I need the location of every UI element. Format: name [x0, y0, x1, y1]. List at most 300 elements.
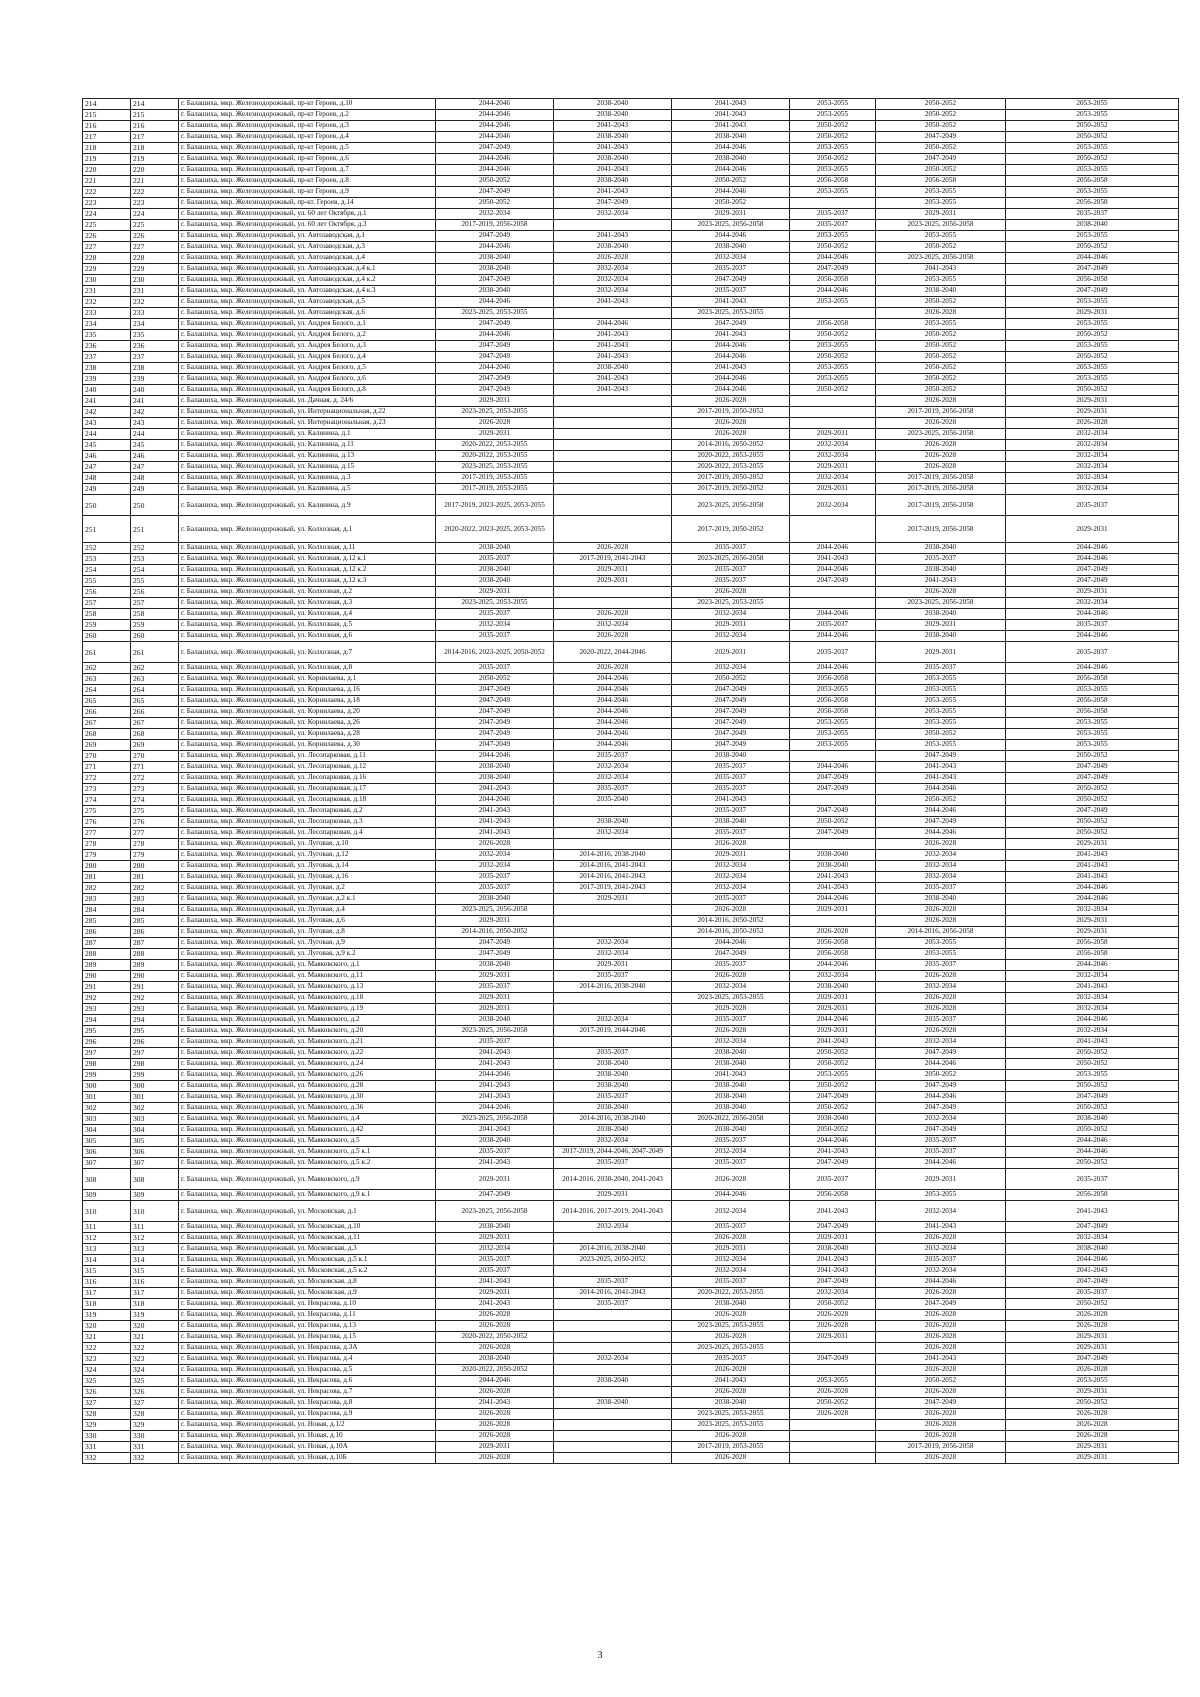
period-col-5-cell: 2026-2028 — [876, 839, 1006, 850]
table-row — [83, 1026, 1179, 1037]
period-col-6-cell: 2041-2043 — [1006, 872, 1179, 883]
period-col-3-cell: 2038-2040 — [672, 1299, 790, 1310]
table-row — [83, 473, 1179, 484]
period-col-3-cell: 2041-2043 — [672, 1070, 790, 1081]
period-col-2-cell: 2032-2034 — [554, 1354, 672, 1365]
object-number-cell: 330 — [131, 1431, 179, 1442]
period-col-2-cell — [554, 484, 672, 495]
period-col-2-cell — [554, 916, 672, 927]
period-col-3-cell: 2041-2043 — [672, 363, 790, 374]
address-cell: г. Балашиха, мкр. Железнодорожный, ул. Андрея Белого, д.2 — [179, 330, 436, 341]
period-col-1-cell: 2020-2022, 2050-2052 — [436, 1332, 554, 1343]
period-col-2-cell — [554, 1387, 672, 1398]
row-number-cell: 289 — [83, 960, 131, 971]
period-col-5-cell: 2032-2034 — [876, 850, 1006, 861]
object-number-cell: 224 — [131, 209, 179, 220]
address-cell: г. Балашиха, мкр. Железнодорожный, ул. Некрасова, д.7 — [179, 1387, 436, 1398]
period-col-6-cell: 2032-2034 — [1006, 1026, 1179, 1037]
period-col-1-cell: 2050-2052 — [436, 198, 554, 209]
table-row — [83, 484, 1179, 495]
address-cell: г. Балашиха, мкр. Железнодорожный, ул. Луговая, д.9 к.2 — [179, 949, 436, 960]
period-col-5-cell: 2026-2028 — [876, 462, 1006, 473]
object-number-cell: 303 — [131, 1114, 179, 1125]
period-col-5-cell: 2026-2028 — [876, 587, 1006, 598]
object-number-cell: 261 — [131, 642, 179, 663]
table-row — [83, 231, 1179, 242]
address-cell: г. Балашиха, мкр. Железнодорожный, ул. Колхозная, д.8 — [179, 663, 436, 674]
period-col-3-cell: 2026-2028 — [672, 396, 790, 407]
row-number-cell: 316 — [83, 1277, 131, 1288]
table-row — [83, 1201, 1179, 1222]
period-col-1-cell: 2047-2049 — [436, 341, 554, 352]
row-number-cell: 217 — [83, 132, 131, 143]
period-col-3-cell: 2023-2025, 2053-2055 — [672, 1420, 790, 1431]
period-col-6-cell: 2035-2037 — [1006, 495, 1179, 516]
period-col-6-cell: 2056-2058 — [1006, 198, 1179, 209]
period-col-3-cell: 2035-2037 — [672, 1136, 790, 1147]
period-col-4-cell: 2053-2055 — [790, 740, 876, 751]
address-cell: г. Балашиха, мкр. Железнодорожный, ул. Маяковского, д.18 — [179, 993, 436, 1004]
period-col-2-cell — [554, 598, 672, 609]
period-col-2-cell: 2029-2031 — [554, 576, 672, 587]
address-cell: г. Балашиха, мкр. Железнодорожный, ул. Андрея Белого, д.1 — [179, 319, 436, 330]
table-row — [83, 1409, 1179, 1420]
address-cell: г. Балашиха, мкр. Железнодорожный, ул. Московская, д.8 — [179, 1277, 436, 1288]
object-number-cell: 223 — [131, 198, 179, 209]
period-col-4-cell — [790, 587, 876, 598]
object-number-cell: 247 — [131, 462, 179, 473]
table-row — [83, 396, 1179, 407]
period-col-2-cell — [554, 407, 672, 418]
period-col-2-cell: 2029-2031 — [554, 960, 672, 971]
object-number-cell: 313 — [131, 1244, 179, 1255]
period-col-2-cell — [554, 806, 672, 817]
period-col-3-cell: 2038-2040 — [672, 132, 790, 143]
period-col-2-cell: 2038-2040 — [554, 1398, 672, 1409]
address-cell: г. Балашиха, мкр. Железнодорожный, пр-кт Героев, д.4 — [179, 132, 436, 143]
period-col-1-cell: 2038-2040 — [436, 960, 554, 971]
period-col-4-cell — [790, 916, 876, 927]
period-col-4-cell: 2029-2031 — [790, 1332, 876, 1343]
period-col-2-cell: 2044-2046 — [554, 740, 672, 751]
period-col-3-cell: 2026-2028 — [672, 1332, 790, 1343]
period-col-1-cell: 2041-2043 — [436, 1158, 554, 1169]
period-col-3-cell: 2035-2037 — [672, 1222, 790, 1233]
period-col-3-cell: 2032-2034 — [672, 1201, 790, 1222]
period-col-3-cell: 2038-2040 — [672, 817, 790, 828]
address-cell: г. Балашиха, мкр. Железнодорожный, ул. Корнилаева, д.20 — [179, 707, 436, 718]
period-col-6-cell: 2050-2052 — [1006, 1398, 1179, 1409]
period-col-4-cell: 2041-2043 — [790, 1201, 876, 1222]
period-col-4-cell: 2053-2055 — [790, 374, 876, 385]
object-number-cell: 216 — [131, 121, 179, 132]
period-col-4-cell: 2050-2052 — [790, 385, 876, 396]
period-col-1-cell: 2035-2037 — [436, 1255, 554, 1266]
period-col-4-cell: 2047-2049 — [790, 1158, 876, 1169]
object-number-cell: 240 — [131, 385, 179, 396]
address-cell: г. Балашиха, мкр. Железнодорожный, ул. Калинина, д.13 — [179, 451, 436, 462]
table-row — [83, 982, 1179, 993]
period-col-5-cell: 2047-2049 — [876, 1299, 1006, 1310]
period-col-3-cell: 2017-2019, 2050-2052 — [672, 516, 790, 543]
period-col-3-cell: 2041-2043 — [672, 297, 790, 308]
period-col-4-cell: 2026-2028 — [790, 1387, 876, 1398]
period-col-5-cell: 2023-2025, 2056-2058 — [876, 598, 1006, 609]
period-col-4-cell: 2032-2034 — [790, 495, 876, 516]
period-col-6-cell: 2029-2031 — [1006, 587, 1179, 598]
object-number-cell: 314 — [131, 1255, 179, 1266]
row-number-cell: 260 — [83, 631, 131, 642]
row-number-cell: 259 — [83, 620, 131, 631]
row-number-cell: 294 — [83, 1015, 131, 1026]
period-col-6-cell: 2047-2049 — [1006, 565, 1179, 576]
address-cell: г. Балашиха, мкр. Железнодорожный, ул. Автозаводская, д.4 к.2 — [179, 275, 436, 286]
period-col-2-cell — [554, 418, 672, 429]
row-number-cell: 239 — [83, 374, 131, 385]
address-cell: г. Балашиха, мкр. Железнодорожный, ул. Маяковского, д.9 к.1 — [179, 1190, 436, 1201]
period-col-6-cell: 2053-2055 — [1006, 718, 1179, 729]
period-col-3-cell: 2023-2025, 2053-2055 — [672, 308, 790, 319]
address-cell: г. Балашиха, мкр. Железнодорожный, ул. Московская, д.9 — [179, 1288, 436, 1299]
row-number-cell: 321 — [83, 1332, 131, 1343]
period-col-5-cell: 2017-2019, 2056-2058 — [876, 407, 1006, 418]
object-number-cell: 310 — [131, 1201, 179, 1222]
address-cell: г. Балашиха, мкр. Железнодорожный, ул. Маяковского, д.22 — [179, 1048, 436, 1059]
address-cell: г. Балашиха, мкр. Железнодорожный, ул. Московская, д.1 — [179, 1201, 436, 1222]
period-col-2-cell: 2014-2016, 2038-2040 — [554, 1114, 672, 1125]
row-number-cell: 221 — [83, 176, 131, 187]
period-col-3-cell: 2029-2031 — [672, 209, 790, 220]
period-col-2-cell — [554, 220, 672, 231]
row-number-cell: 251 — [83, 516, 131, 543]
period-col-5-cell: 2047-2049 — [876, 817, 1006, 828]
period-col-5-cell: 2044-2046 — [876, 1277, 1006, 1288]
period-col-1-cell: 2038-2040 — [436, 286, 554, 297]
object-number-cell: 289 — [131, 960, 179, 971]
period-col-1-cell: 2026-2028 — [436, 1387, 554, 1398]
period-col-5-cell: 2047-2049 — [876, 751, 1006, 762]
table-row — [83, 806, 1179, 817]
period-col-4-cell: 2044-2046 — [790, 631, 876, 642]
row-number-cell: 276 — [83, 817, 131, 828]
period-col-4-cell — [790, 795, 876, 806]
period-col-4-cell — [790, 598, 876, 609]
row-number-cell: 278 — [83, 839, 131, 850]
period-col-4-cell: 2038-2040 — [790, 850, 876, 861]
period-col-6-cell: 2038-2040 — [1006, 1114, 1179, 1125]
table-row — [83, 1158, 1179, 1169]
object-number-cell: 321 — [131, 1332, 179, 1343]
period-col-3-cell: 2035-2037 — [672, 773, 790, 784]
period-col-2-cell: 2038-2040 — [554, 817, 672, 828]
period-col-5-cell: 2026-2028 — [876, 1332, 1006, 1343]
object-number-cell: 227 — [131, 242, 179, 253]
period-col-2-cell: 2041-2043 — [554, 121, 672, 132]
period-col-2-cell: 2041-2043 — [554, 385, 672, 396]
table-row — [83, 598, 1179, 609]
period-col-2-cell: 2017-2019, 2044-2046 — [554, 1026, 672, 1037]
period-col-5-cell: 2026-2028 — [876, 1365, 1006, 1376]
period-col-5-cell: 2029-2031 — [876, 1169, 1006, 1190]
period-col-4-cell: 2044-2046 — [790, 565, 876, 576]
period-col-1-cell: 2023-2025, 2053-2055 — [436, 407, 554, 418]
period-col-2-cell: 2041-2043 — [554, 341, 672, 352]
period-col-1-cell: 2035-2037 — [436, 631, 554, 642]
period-col-4-cell: 2044-2046 — [790, 286, 876, 297]
period-col-3-cell: 2035-2037 — [672, 264, 790, 275]
period-col-2-cell — [554, 905, 672, 916]
table-row — [83, 187, 1179, 198]
table-row — [83, 883, 1179, 894]
address-cell: г. Балашиха, мкр. Железнодорожный, ул. Маяковского, д.30 — [179, 1092, 436, 1103]
row-number-cell: 244 — [83, 429, 131, 440]
period-col-3-cell: 2047-2049 — [672, 707, 790, 718]
period-col-5-cell: 2041-2043 — [876, 264, 1006, 275]
period-col-5-cell: 2053-2055 — [876, 740, 1006, 751]
period-col-1-cell: 2035-2037 — [436, 883, 554, 894]
address-cell: г. Балашиха, мкр. Железнодорожный, ул. Калинина, д.11 — [179, 440, 436, 451]
period-col-1-cell: 2020-2022, 2053-2055 — [436, 451, 554, 462]
table-row — [83, 861, 1179, 872]
table-row — [83, 209, 1179, 220]
period-col-3-cell: 2035-2037 — [672, 1354, 790, 1365]
row-number-cell: 261 — [83, 642, 131, 663]
period-col-6-cell: 2026-2028 — [1006, 1409, 1179, 1420]
period-col-4-cell: 2044-2046 — [790, 253, 876, 264]
period-col-5-cell: 2056-2058 — [876, 176, 1006, 187]
object-number-cell: 219 — [131, 154, 179, 165]
address-cell: г. Балашиха, мкр. Железнодорожный, ул. Автозаводская, д.3 — [179, 242, 436, 253]
period-col-6-cell: 2050-2052 — [1006, 330, 1179, 341]
row-number-cell: 243 — [83, 418, 131, 429]
object-number-cell: 248 — [131, 473, 179, 484]
row-number-cell: 280 — [83, 861, 131, 872]
address-cell: г. Балашиха, мкр. Железнодорожный, ул. Московская, д.5 к.2 — [179, 1266, 436, 1277]
period-col-4-cell — [790, 1420, 876, 1431]
period-col-3-cell: 2044-2046 — [672, 1190, 790, 1201]
address-cell: г. Балашиха, мкр. Железнодорожный, ул. Московская, д.5 к.1 — [179, 1255, 436, 1266]
address-cell: г. Балашиха, мкр. Железнодорожный, ул. Автозаводская, д.4 к.1 — [179, 264, 436, 275]
period-col-5-cell: 2053-2055 — [876, 275, 1006, 286]
row-number-cell: 287 — [83, 938, 131, 949]
period-col-5-cell: 2035-2037 — [876, 1136, 1006, 1147]
period-col-4-cell — [790, 839, 876, 850]
row-number-cell: 285 — [83, 916, 131, 927]
row-number-cell: 327 — [83, 1398, 131, 1409]
row-number-cell: 307 — [83, 1158, 131, 1169]
period-col-2-cell: 2026-2028 — [554, 631, 672, 642]
row-number-cell: 292 — [83, 993, 131, 1004]
period-col-1-cell: 2047-2049 — [436, 718, 554, 729]
schedule-table — [82, 98, 1179, 1464]
object-number-cell: 215 — [131, 110, 179, 121]
period-col-3-cell: 2026-2028 — [672, 1310, 790, 1321]
address-cell: г. Балашиха, мкр. Железнодорожный, ул. Маяковского, д.13 — [179, 982, 436, 993]
address-cell: г. Балашиха, мкр. Железнодорожный, ул. Автозаводская, д.4 — [179, 253, 436, 264]
row-number-cell: 275 — [83, 806, 131, 817]
table-row — [83, 927, 1179, 938]
period-col-3-cell: 2014-2016, 2050-2052 — [672, 927, 790, 938]
period-col-6-cell: 2035-2037 — [1006, 209, 1179, 220]
period-col-5-cell: 2026-2028 — [876, 1431, 1006, 1442]
period-col-1-cell: 2047-2049 — [436, 374, 554, 385]
object-number-cell: 322 — [131, 1343, 179, 1354]
period-col-1-cell: 2044-2046 — [436, 242, 554, 253]
object-number-cell: 325 — [131, 1376, 179, 1387]
row-number-cell: 272 — [83, 773, 131, 784]
address-cell: г. Балашиха, мкр. Железнодорожный, ул. Колхозная, д.12 к.3 — [179, 576, 436, 587]
period-col-5-cell: 2047-2049 — [876, 1398, 1006, 1409]
period-col-3-cell: 2023-2025, 2056-2058 — [672, 495, 790, 516]
period-col-5-cell: 2053-2055 — [876, 1190, 1006, 1201]
period-col-6-cell: 2032-2034 — [1006, 462, 1179, 473]
period-col-2-cell — [554, 429, 672, 440]
period-col-3-cell: 2032-2034 — [672, 883, 790, 894]
period-col-2-cell: 2032-2034 — [554, 1222, 672, 1233]
period-col-4-cell: 2032-2034 — [790, 1288, 876, 1299]
period-col-3-cell: 2023-2025, 2053-2055 — [672, 993, 790, 1004]
period-col-3-cell: 2026-2028 — [672, 1026, 790, 1037]
period-col-3-cell: 2017-2019, 2050-2052 — [672, 407, 790, 418]
period-col-5-cell: 2023-2025, 2056-2058 — [876, 429, 1006, 440]
period-col-1-cell: 2050-2052 — [436, 674, 554, 685]
period-col-4-cell: 2050-2052 — [790, 242, 876, 253]
period-col-1-cell: 2047-2049 — [436, 949, 554, 960]
period-col-1-cell: 2041-2043 — [436, 1092, 554, 1103]
row-number-cell: 263 — [83, 674, 131, 685]
period-col-3-cell: 2041-2043 — [672, 330, 790, 341]
table-row — [83, 297, 1179, 308]
period-col-4-cell: 2029-2031 — [790, 429, 876, 440]
period-col-2-cell — [554, 440, 672, 451]
period-col-3-cell: 2044-2046 — [672, 341, 790, 352]
period-col-5-cell: 2041-2043 — [876, 1354, 1006, 1365]
period-col-4-cell: 2053-2055 — [790, 187, 876, 198]
period-col-3-cell: 2035-2037 — [672, 784, 790, 795]
row-number-cell: 313 — [83, 1244, 131, 1255]
object-number-cell: 262 — [131, 663, 179, 674]
period-col-1-cell: 2041-2043 — [436, 1125, 554, 1136]
address-cell: г. Балашиха, мкр. Железнодорожный, ул. Колхозная, д.4 — [179, 609, 436, 620]
period-col-5-cell: 2041-2043 — [876, 1222, 1006, 1233]
row-number-cell: 222 — [83, 187, 131, 198]
period-col-4-cell: 2026-2028 — [790, 1321, 876, 1332]
object-number-cell: 268 — [131, 729, 179, 740]
object-number-cell: 298 — [131, 1059, 179, 1070]
row-number-cell: 264 — [83, 685, 131, 696]
period-col-2-cell: 2038-2040 — [554, 176, 672, 187]
table-row — [83, 352, 1179, 363]
object-number-cell: 237 — [131, 352, 179, 363]
period-col-3-cell: 2023-2025, 2053-2055 — [672, 1409, 790, 1420]
period-col-1-cell: 2038-2040 — [436, 762, 554, 773]
period-col-3-cell: 2038-2040 — [672, 242, 790, 253]
period-col-5-cell: 2032-2034 — [876, 1201, 1006, 1222]
period-col-3-cell: 2026-2028 — [672, 429, 790, 440]
object-number-cell: 324 — [131, 1365, 179, 1376]
period-col-6-cell: 2041-2043 — [1006, 1201, 1179, 1222]
period-col-6-cell: 2050-2052 — [1006, 1299, 1179, 1310]
period-col-4-cell: 2029-2031 — [790, 905, 876, 916]
object-number-cell: 286 — [131, 927, 179, 938]
address-cell: г. Балашиха, мкр. Железнодорожный, ул. Новая, д.1/2 — [179, 1420, 436, 1431]
period-col-6-cell: 2047-2049 — [1006, 773, 1179, 784]
period-col-2-cell — [554, 1343, 672, 1354]
period-col-3-cell: 2029-2028 — [672, 1004, 790, 1015]
period-col-5-cell: 2026-2028 — [876, 1288, 1006, 1299]
period-col-6-cell: 2032-2034 — [1006, 1233, 1179, 1244]
address-cell: г. Балашиха, мкр. Железнодорожный, ул. Лесопарковая, д.2 — [179, 806, 436, 817]
row-number-cell: 305 — [83, 1136, 131, 1147]
address-cell: г. Балашиха, мкр. Железнодорожный, ул. Маяковского, д.5 к.1 — [179, 1147, 436, 1158]
period-col-2-cell — [554, 1037, 672, 1048]
period-col-6-cell: 2053-2055 — [1006, 143, 1179, 154]
period-col-2-cell: 2032-2034 — [554, 828, 672, 839]
address-cell: г. Балашиха, мкр. Железнодорожный, ул. Московская, д.10 — [179, 1222, 436, 1233]
table-row — [83, 905, 1179, 916]
object-number-cell: 244 — [131, 429, 179, 440]
row-number-cell: 277 — [83, 828, 131, 839]
row-number-cell: 234 — [83, 319, 131, 330]
period-col-2-cell: 2038-2040 — [554, 1125, 672, 1136]
address-cell: г. Балашиха, мкр. Железнодорожный, ул. Маяковского, д.26 — [179, 1070, 436, 1081]
period-col-6-cell: 2044-2046 — [1006, 1015, 1179, 1026]
address-cell: г. Балашиха, мкр. Железнодорожный, ул. Андрея Белого, д.6 — [179, 374, 436, 385]
table-row — [83, 1190, 1179, 1201]
address-cell: г. Балашиха, мкр. Железнодорожный, ул. Луговая, д.14 — [179, 861, 436, 872]
object-number-cell: 282 — [131, 883, 179, 894]
period-col-4-cell: 2056-2058 — [790, 707, 876, 718]
period-col-5-cell: 2053-2055 — [876, 949, 1006, 960]
period-col-4-cell — [790, 516, 876, 543]
period-col-2-cell: 2017-2019, 2044-2046, 2047-2049 — [554, 1147, 672, 1158]
period-col-3-cell: 2032-2034 — [672, 1037, 790, 1048]
address-cell: г. Балашиха, мкр. Железнодорожный, ул. Маяковского, д.2 — [179, 1015, 436, 1026]
period-col-5-cell: 2050-2052 — [876, 297, 1006, 308]
object-number-cell: 307 — [131, 1158, 179, 1169]
period-col-1-cell: 2029-2031 — [436, 1442, 554, 1453]
period-col-4-cell: 2041-2043 — [790, 1266, 876, 1277]
period-col-2-cell: 2041-2043 — [554, 330, 672, 341]
period-col-1-cell: 2035-2037 — [436, 872, 554, 883]
period-col-2-cell: 2035-2037 — [554, 751, 672, 762]
period-col-3-cell: 2017-2019, 2050-2052 — [672, 473, 790, 484]
period-col-6-cell: 2035-2037 — [1006, 1169, 1179, 1190]
period-col-6-cell: 2026-2028 — [1006, 1431, 1179, 1442]
address-cell: г. Балашиха, мкр. Железнодорожный, ул. Новая, д.10Б — [179, 1453, 436, 1464]
period-col-3-cell: 2047-2049 — [672, 740, 790, 751]
address-cell: г. Балашиха, мкр. Железнодорожный, ул. Маяковского, д.1 — [179, 960, 436, 971]
table-row — [83, 1059, 1179, 1070]
period-col-6-cell: 2047-2049 — [1006, 1277, 1179, 1288]
row-number-cell: 214 — [83, 99, 131, 110]
table-row — [83, 275, 1179, 286]
address-cell: г. Балашиха, мкр. Железнодорожный, ул. 60 лет Октября, д.3 — [179, 220, 436, 231]
period-col-2-cell — [554, 451, 672, 462]
address-cell: г. Балашиха, мкр. Железнодорожный, ул. Маяковского, д.5 к.2 — [179, 1158, 436, 1169]
period-col-1-cell: 2047-2049 — [436, 187, 554, 198]
period-col-5-cell: 2050-2052 — [876, 121, 1006, 132]
period-col-6-cell: 2044-2046 — [1006, 883, 1179, 894]
period-col-5-cell: 2026-2028 — [876, 1321, 1006, 1332]
period-col-3-cell: 2020-2022, 2053-2055 — [672, 1288, 790, 1299]
period-col-2-cell: 2032-2034 — [554, 275, 672, 286]
period-col-1-cell: 2029-2031 — [436, 1169, 554, 1190]
period-col-5-cell: 2026-2028 — [876, 1420, 1006, 1431]
period-col-1-cell: 2029-2031 — [436, 916, 554, 927]
period-col-4-cell: 2050-2052 — [790, 1125, 876, 1136]
period-col-1-cell: 2038-2040 — [436, 773, 554, 784]
